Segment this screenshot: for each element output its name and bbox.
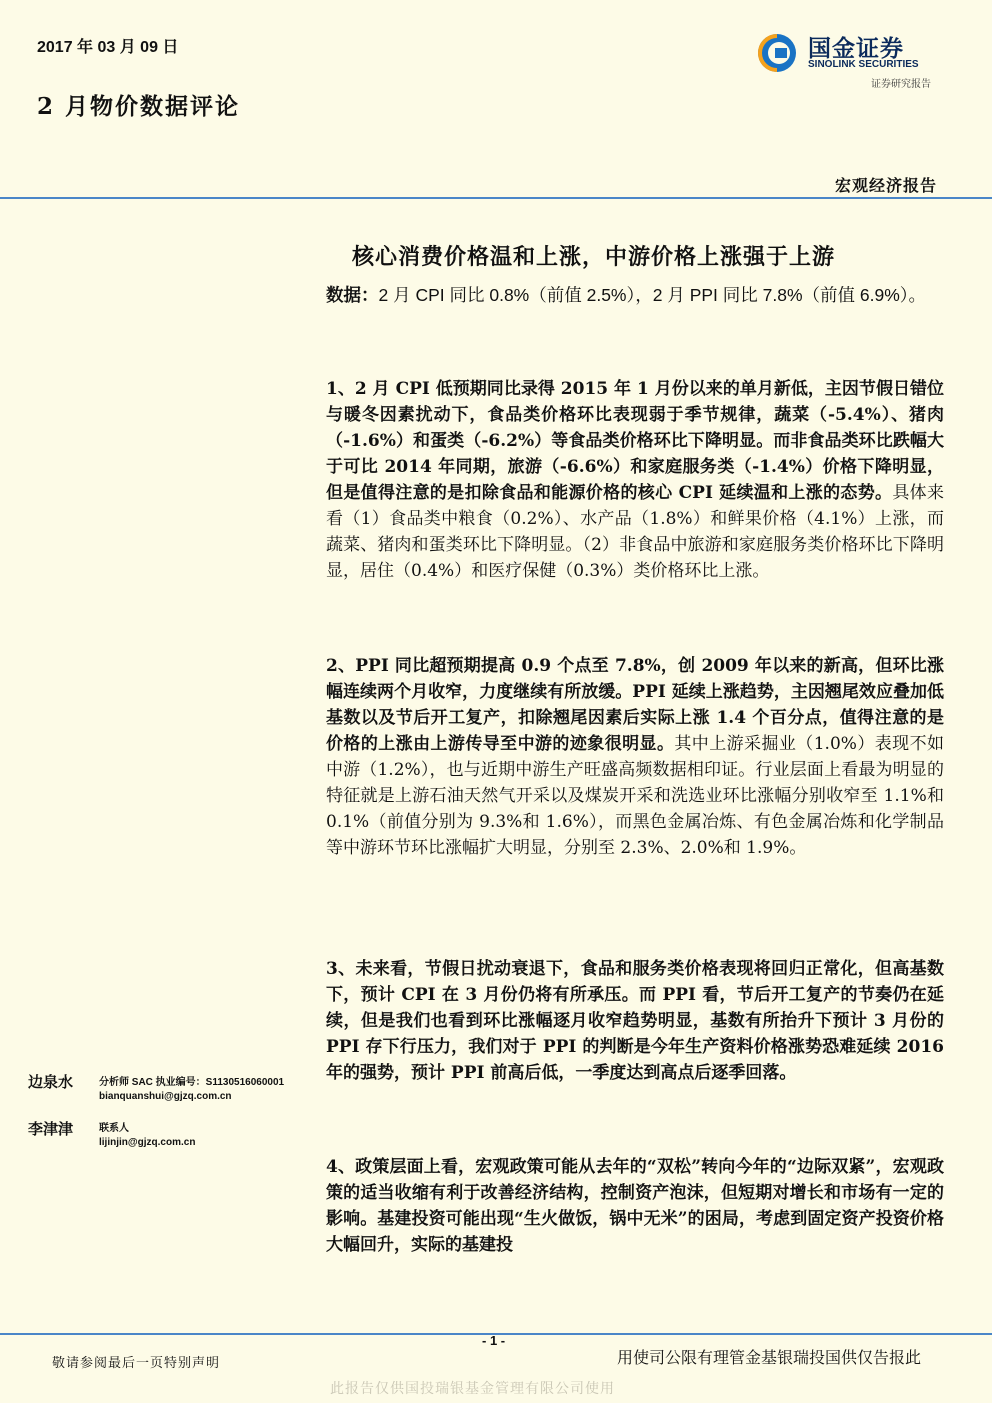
contact-details — [99, 1122, 195, 1150]
logo-mark-icon — [756, 32, 798, 74]
paragraph-3 — [326, 956, 944, 1086]
data-summary — [326, 282, 944, 308]
logo-name-en: SINOLINK SECURITIES — [808, 59, 919, 70]
article-headline: 核心消费价格温和上涨，中游价格上涨强于上游 — [352, 244, 836, 270]
paragraph-4 — [326, 1154, 944, 1258]
paragraph-2-text: 其中上游采掘业（1.0%）表现不如中游（1.2%），也与近期中游生产旺盛高频数据相印证。行业层面上看最为明显的特征就是上游石油天然气开采以及煤炭开采和洗选业环比涨幅分别收窄至 1.1%和 0.1%（前值分别为 9.3%和 1.6%），而黑色金属冶炼、有色金属冶炼和化学制品等中游环节环比涨幅扩大明显，分别至 2.3%、2.0%和 1.9%。 — [326, 734, 944, 858]
paragraph-1-bold: 1、2 月 CPI 低预期同比录得 2015 年 1 月份以来的单月新低，主因节假日错位与暖冬因素扰动下，食品类价格环比表现弱于季节规律，蔬菜（-5.4%）、猪肉（-1.6%）和蛋类（-6.2%）等食品类价格环比下降明显。而非食品类环比跌幅大于可比 2014 年同期，旅游（-6.6%）和家庭服务类（-1.4%）价格下降明显，但是值得注意的是扣除食品和能源价格的核心 CPI 延续温和上涨的态势。 — [326, 379, 944, 503]
analyst-role: 分析师 SAC 执业编号：S1130516060001 — [99, 1077, 285, 1088]
contact-role: 联系人 — [99, 1123, 129, 1134]
analyst-details — [99, 1076, 284, 1104]
data-text: 2 月 CPI 同比 0.8%（前值 2.5%），2 月 PPI 同比 7.8%（前值 6.9%）。 — [378, 285, 927, 305]
header-divider — [0, 197, 992, 199]
paragraph-1 — [326, 376, 944, 584]
report-date: 2017 年 03 月 09 日 — [37, 39, 179, 56]
logo-name-cn: 国金证券 — [808, 35, 904, 61]
logo-subtitle: 证券研究报告 — [871, 79, 931, 90]
report-category: 宏观经济报告 — [834, 176, 937, 195]
footer-reversed-notice: 用使司公限有理管金基银瑞投国供仅告报此 — [617, 1350, 922, 1367]
report-title: 2 月物价数据评论 — [37, 93, 241, 120]
paragraph-4-bold: 4、政策层面上看，宏观政策可能从去年的“双松”转向今年的“边际双紧”，宏观政策的适当收缩有利于改善经济结构，控制资产泡沫，但短期对增长和市场有一定的影响。基建投资可能出现“生火做饭，锅中无米”的困局，考虑到固定资产投资价格大幅回升，实际的基建投 — [326, 1157, 944, 1255]
footer-disclaimer: 敬请参阅最后一页特别声明 — [52, 1356, 221, 1371]
paragraph-3-bold: 3、未来看，节假日扰动衰退下，食品和服务类价格表现将回归正常化，但高基数下，预计 CPI 在 3 月份仍将有所承压。而 PPI 看，节后开工复产的节奏仍在延续，但是我们也看到环比涨幅逐月收窄趋势明显，基数有所抬升下预计 3 月份的 PPI 存下行压力，我们对于 PPI 的判断是今年生产资料价格涨势恐难延续 2016 年的强势，预计 PPI 前高后低，一季度达到高点后逐季回落。 — [326, 959, 944, 1083]
contact-name: 李津津 — [28, 1120, 74, 1138]
data-label: 数据： — [326, 285, 379, 305]
company-logo — [756, 30, 952, 92]
analyst-email[interactable]: bianquanshui@gjzq.com.cn — [99, 1091, 232, 1102]
contact-email[interactable]: lijinjin@gjzq.com.cn — [99, 1137, 196, 1148]
analyst-name: 边泉水 — [28, 1073, 74, 1091]
paragraph-2-bold: 2、PPI 同比超预期提高 0.9 个点至 7.8%，创 2009 年以来的新高，但环比涨幅连续两个月收窄，力度继续有所放缓。PPI 延续上涨趋势，主因翘尾效应叠加低基数以及节后开工复产，扣除翘尾因素后实际上涨 1.4 个百分点，值得注意的是价格的上涨由上游传导至中游的迹象很明显。 — [326, 656, 944, 754]
footer-watermark: 此报告仅供国投瑞银基金管理有限公司使用 — [330, 1380, 615, 1396]
page-number: - 1 - — [482, 1333, 506, 1348]
paragraph-2 — [326, 653, 944, 861]
paragraph-1-text: 具体来看（1）食品类中粮食（0.2%）、水产品（1.8%）和鲜果价格（4.1%）上涨，而蔬菜、猪肉和蛋类环比下降明显。（2）非食品中旅游和家庭服务类价格环比下降明显，居住（0.4%）和医疗保健（0.3%）类价格环比上涨。 — [326, 483, 944, 581]
